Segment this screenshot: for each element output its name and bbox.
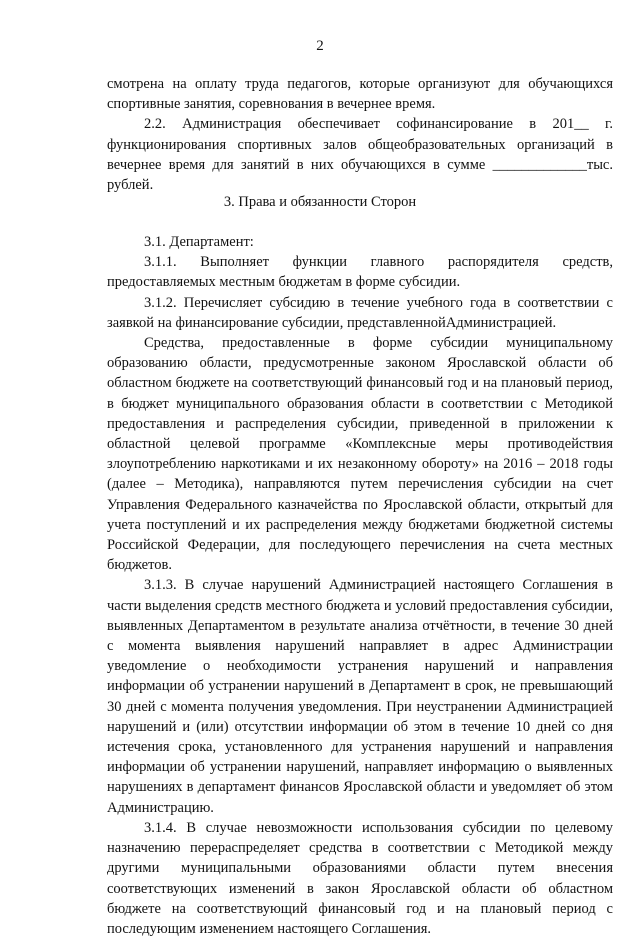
paragraph-3-1-3: 3.1.3. В случае нарушений Администрацией настоящего Соглашения в части выделения средств местного бюджета и условий предоставления субсидии, выявленных Департаментом в результате анализа отчётности, в течение 30 дней с момента выявления нарушений направляет в адрес Администрации уведомление о необходимости устранения нарушений и направления информации об устранении нарушений в Департамент в срок, не превышающий 30 дней с момента получения уведомления. При неустранении Администрацией нарушений и (или) отсутствии информации об этом в течение 10 дней со дня истечения срока, установленного для устранения нарушений и направления информации об устранении нарушений, направляет информацию о выявленных нарушениях в департамент финансов Ярославской области и уведомляет об этом Администрацию. — [107, 577, 613, 816]
paragraph-continuation: смотрена на оплату труда педагогов, которые организуют для обучающихся спортивные занятия, соревнования в вечернее время. — [107, 76, 613, 113]
section-heading: 3. Права и обязанности Сторон — [223, 194, 417, 210]
paragraph-3-1-2: 3.1.2. Перечисляет субсидию в течение учебного года в соответствии с заявкой на финансирование субсидии, представленнойАдминистрацией. — [107, 294, 613, 331]
paragraph-2-2: 2.2. Администрация обеспечивает софинансирование в 201__ г. функционирования спортивных залов общеобразовательных организаций в вечернее время для занятий в них обучающихся в сумме _____________тыс. рублей. — [107, 116, 613, 194]
intro-text-block — [107, 74, 613, 195]
paragraph-funds: Средства, предоставленные в форме субсидии муниципальному образованию области, предусмотренные законом Ярославской области об областном бюджете на соответствующий финансовый год и на плановый период, в бюджет муниципального образования области в соответствии с Методикой предоставления и распределения субсидии, приведенной в приложении к областной целевой программе «Комплексные меры противодействия злоупотреблению наркотиками и их незаконному обороту» на 2016 – 2018 годы (далее – Методика), направляются путем перечисления субсидии на счет Управления Федерального казначейства по Ярославской области, открытый для учета поступлений и их распределения между бюджетами бюджетной системы Российской Федерации, для последующего перечисления на счета местных бюджетов. — [107, 335, 613, 574]
paragraph-3-1: 3.1. Департамент: — [144, 234, 254, 250]
page-number: 2 — [316, 38, 324, 54]
paragraph-3-1-1: 3.1.1. Выполняет функции главного распорядителя средств, предоставляемых местным бюджетам в форме субсидии. — [107, 254, 613, 291]
paragraph-3-1-4: 3.1.4. В случае невозможности использования субсидии по целевому назначению перераспределяет средства в соответствии с Методикой между другими муниципальными образованиями области путем внесения соответствующих изменений в закон Ярославской области об областном бюджете на соответствующий финансовый год и на плановый период с последующим изменением настоящего Соглашения. — [107, 819, 613, 937]
section-text-block — [107, 232, 613, 939]
